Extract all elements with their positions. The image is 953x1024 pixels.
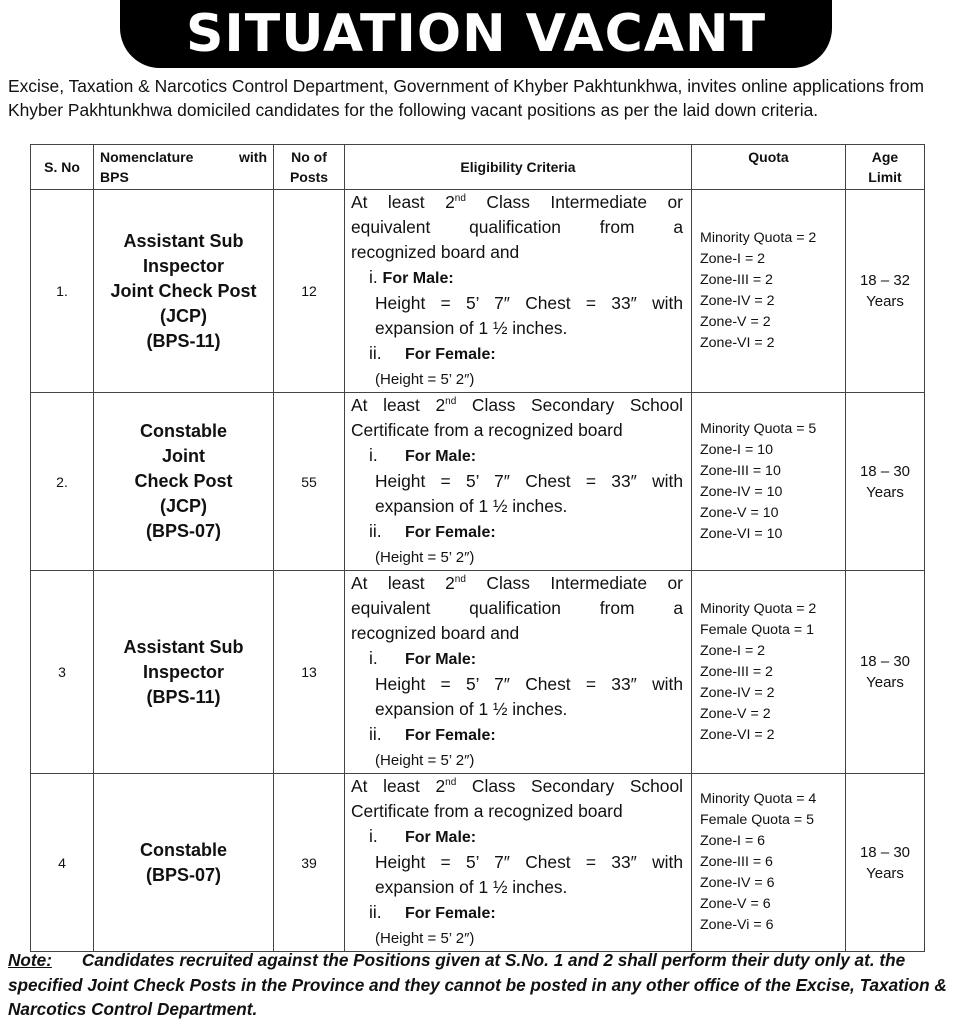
nomenclature-line: (BPS-07): [145, 864, 221, 885]
row-criteria: [345, 571, 692, 774]
row-nomenclature: [94, 774, 274, 952]
quota-line: Zone-VI = 2: [700, 335, 775, 351]
quota-line: Zone-IV = 10: [700, 483, 783, 500]
table-row: [31, 571, 925, 774]
nomenclature-line: (BPS-11): [146, 330, 221, 351]
criteria-line: Certificate from a recognized board: [351, 420, 623, 440]
nomenclature-line: Constable: [139, 839, 227, 860]
row-quota: [692, 774, 846, 952]
row-posts: 55: [274, 393, 345, 571]
row-age: [846, 774, 925, 952]
header-quota: Quota: [692, 145, 846, 190]
quota-line: Zone-I = 2: [700, 251, 766, 267]
criteria-line: equivalent qualification from a: [351, 217, 683, 237]
quota-line: Zone-V = 6: [700, 896, 771, 912]
quota-line: Minority Quota = 4: [700, 791, 817, 807]
row-criteria: [345, 393, 692, 571]
female-height: (Height = 5’ 2″): [375, 752, 475, 769]
female-label: ii. For Female:: [369, 343, 496, 363]
quota-line: Zone-I = 6: [700, 833, 766, 849]
row-posts: 39: [274, 774, 345, 952]
male-height: Height = 5’ 7″ Chest = 33″ with: [375, 471, 683, 491]
quota-line: Zone-III = 6: [700, 854, 773, 870]
nomenclature-line: Joint Check Post: [110, 280, 257, 301]
male-height: Height = 5’ 7″ Chest = 33″ with: [375, 852, 683, 872]
nomenclature-line: Assistant Sub: [123, 230, 244, 251]
quota-line: Female Quota = 5: [700, 812, 814, 828]
criteria-line: At least 2nd Class Secondary School: [351, 395, 683, 415]
quota-line: Zone-VI = 10: [700, 525, 783, 542]
age-unit: Years: [866, 293, 904, 310]
header-nomenclature: [94, 145, 274, 190]
nomenclature-line: Assistant Sub: [123, 636, 244, 657]
male-height: Height = 5’ 7″ Chest = 33″ with: [375, 293, 683, 313]
quota-line: Zone-III = 10: [700, 462, 781, 479]
vacancy-table: [30, 144, 925, 952]
nomenclature-line: (JCP): [159, 496, 207, 516]
quota-line: Minority Quota = 2: [700, 230, 817, 246]
criteria-line: recognized board and: [351, 623, 520, 643]
quota-line: Zone-III = 2: [700, 272, 773, 288]
header-nomenclature-c: BPS: [100, 169, 129, 185]
row-sno: 1.: [31, 190, 94, 393]
quota-line: Zone-I = 2: [700, 642, 766, 659]
quota-line: Minority Quota = 5: [700, 420, 817, 437]
row-age: [846, 393, 925, 571]
note-paragraph: [8, 948, 948, 1022]
female-height: (Height = 5’ 2″): [375, 930, 475, 947]
header-criteria: Eligibility Criteria: [345, 145, 692, 190]
nomenclature-line: (JCP): [159, 305, 207, 326]
table-row: [31, 393, 925, 571]
header-age: [846, 145, 925, 190]
row-sno: 2.: [31, 393, 94, 571]
criteria-line: At least 2nd Class Intermediate or: [351, 192, 683, 212]
row-quota: [692, 571, 846, 774]
row-sno: 3: [31, 571, 94, 774]
quota-line: Minority Quota = 2: [700, 600, 817, 617]
age-range: 18 – 30: [859, 653, 911, 670]
quota-line: Zone-Vi = 6: [700, 917, 774, 933]
male-label: i. For Male:: [369, 648, 477, 668]
quota-line: Zone-V = 2: [700, 705, 771, 722]
male-label: i. For Male:: [369, 445, 477, 465]
quota-line: Zone-IV = 2: [700, 684, 775, 701]
age-range: 18 – 30: [859, 843, 911, 861]
row-criteria: [345, 190, 692, 393]
female-label: ii. For Female:: [369, 902, 496, 922]
page-title: SITUATION VACANT: [120, 0, 832, 68]
male-label: i. For Male:: [369, 826, 477, 846]
male-expansion: expansion of 1 ½ inches.: [375, 496, 568, 516]
header: [0, 0, 953, 70]
female-height: (Height = 5’ 2″): [375, 549, 475, 566]
quota-line: Female Quota = 1: [700, 621, 814, 638]
table-row: [31, 774, 925, 952]
male-expansion: expansion of 1 ½ inches.: [375, 318, 568, 338]
note-text: Candidates recruited against the Positions given at S.No. 1 and 2 shall perform their duty only at. the specified Joint Check Posts in the Province and they cannot be posted in any other office of the Excise, Taxation & Narcotics Control Department.: [8, 950, 947, 1019]
female-height: (Height = 5’ 2″): [375, 371, 475, 388]
intro-paragraph: Excise, Taxation & Narcotics Control Department, Government of Khyber Pakhtunkhwa, invites online applications from Khyber Pakhtunkhwa domiciled candidates for the following vacant positions as per the laid down criteria.: [8, 76, 925, 120]
male-height: Height = 5’ 7″ Chest = 33″ with: [375, 674, 683, 694]
criteria-line: Certificate from a recognized board: [351, 801, 623, 821]
female-label: ii. For Female:: [369, 521, 496, 541]
row-age: [846, 190, 925, 393]
male-expansion: expansion of 1 ½ inches.: [375, 699, 568, 719]
header-nomenclature-a: Nomenclature: [100, 149, 194, 165]
quota-line: Zone-III = 2: [700, 663, 773, 680]
female-label: ii. For Female:: [369, 724, 496, 744]
note-label: Note:: [8, 950, 52, 970]
row-nomenclature: [94, 393, 274, 571]
table-header-row: [31, 145, 925, 190]
header-nomenclature-b: with: [239, 149, 267, 165]
header-sno: S. No: [31, 145, 94, 190]
row-nomenclature: [94, 190, 274, 393]
age-unit: Years: [866, 864, 904, 882]
nomenclature-line: Check Post: [134, 471, 233, 491]
quota-line: Zone-VI = 2: [700, 726, 775, 743]
quota-line: Zone-IV = 2: [700, 293, 775, 309]
header-age-a: Age: [871, 149, 899, 165]
nomenclature-line: (BPS-07): [145, 521, 221, 541]
nomenclature-line: Joint: [162, 446, 205, 466]
quota-line: Zone-I = 10: [700, 441, 773, 458]
row-quota: [692, 393, 846, 571]
age-range: 18 – 32: [859, 272, 911, 289]
male-expansion: expansion of 1 ½ inches.: [375, 877, 568, 897]
row-posts: 13: [274, 571, 345, 774]
header-age-b: Limit: [868, 169, 902, 185]
criteria-line: recognized board and: [351, 242, 520, 262]
nomenclature-line: Inspector: [142, 661, 225, 682]
header-posts-a: No of: [291, 149, 327, 165]
row-posts: 12: [274, 190, 345, 393]
male-label: i. For Male:: [369, 267, 454, 287]
row-criteria: [345, 774, 692, 952]
criteria-line: At least 2nd Class Intermediate or: [351, 573, 683, 593]
nomenclature-line: Inspector: [142, 255, 225, 276]
table-row: [31, 190, 925, 393]
header-posts-b: Posts: [289, 169, 329, 185]
criteria-line: At least 2nd Class Secondary School: [351, 776, 683, 796]
age-range: 18 – 30: [859, 462, 911, 480]
quota-line: Zone-IV = 6: [700, 875, 775, 891]
row-quota: [692, 190, 846, 393]
row-sno: 4: [31, 774, 94, 952]
age-unit: Years: [866, 483, 904, 501]
quota-line: Zone-V = 2: [700, 314, 771, 330]
header-posts: [274, 145, 345, 190]
nomenclature-line: Constable: [139, 421, 227, 441]
nomenclature-line: (BPS-11): [146, 686, 221, 707]
criteria-line: equivalent qualification from a: [351, 598, 683, 618]
quota-line: Zone-V = 10: [700, 504, 779, 521]
age-unit: Years: [866, 674, 904, 691]
row-nomenclature: [94, 571, 274, 774]
row-age: [846, 571, 925, 774]
